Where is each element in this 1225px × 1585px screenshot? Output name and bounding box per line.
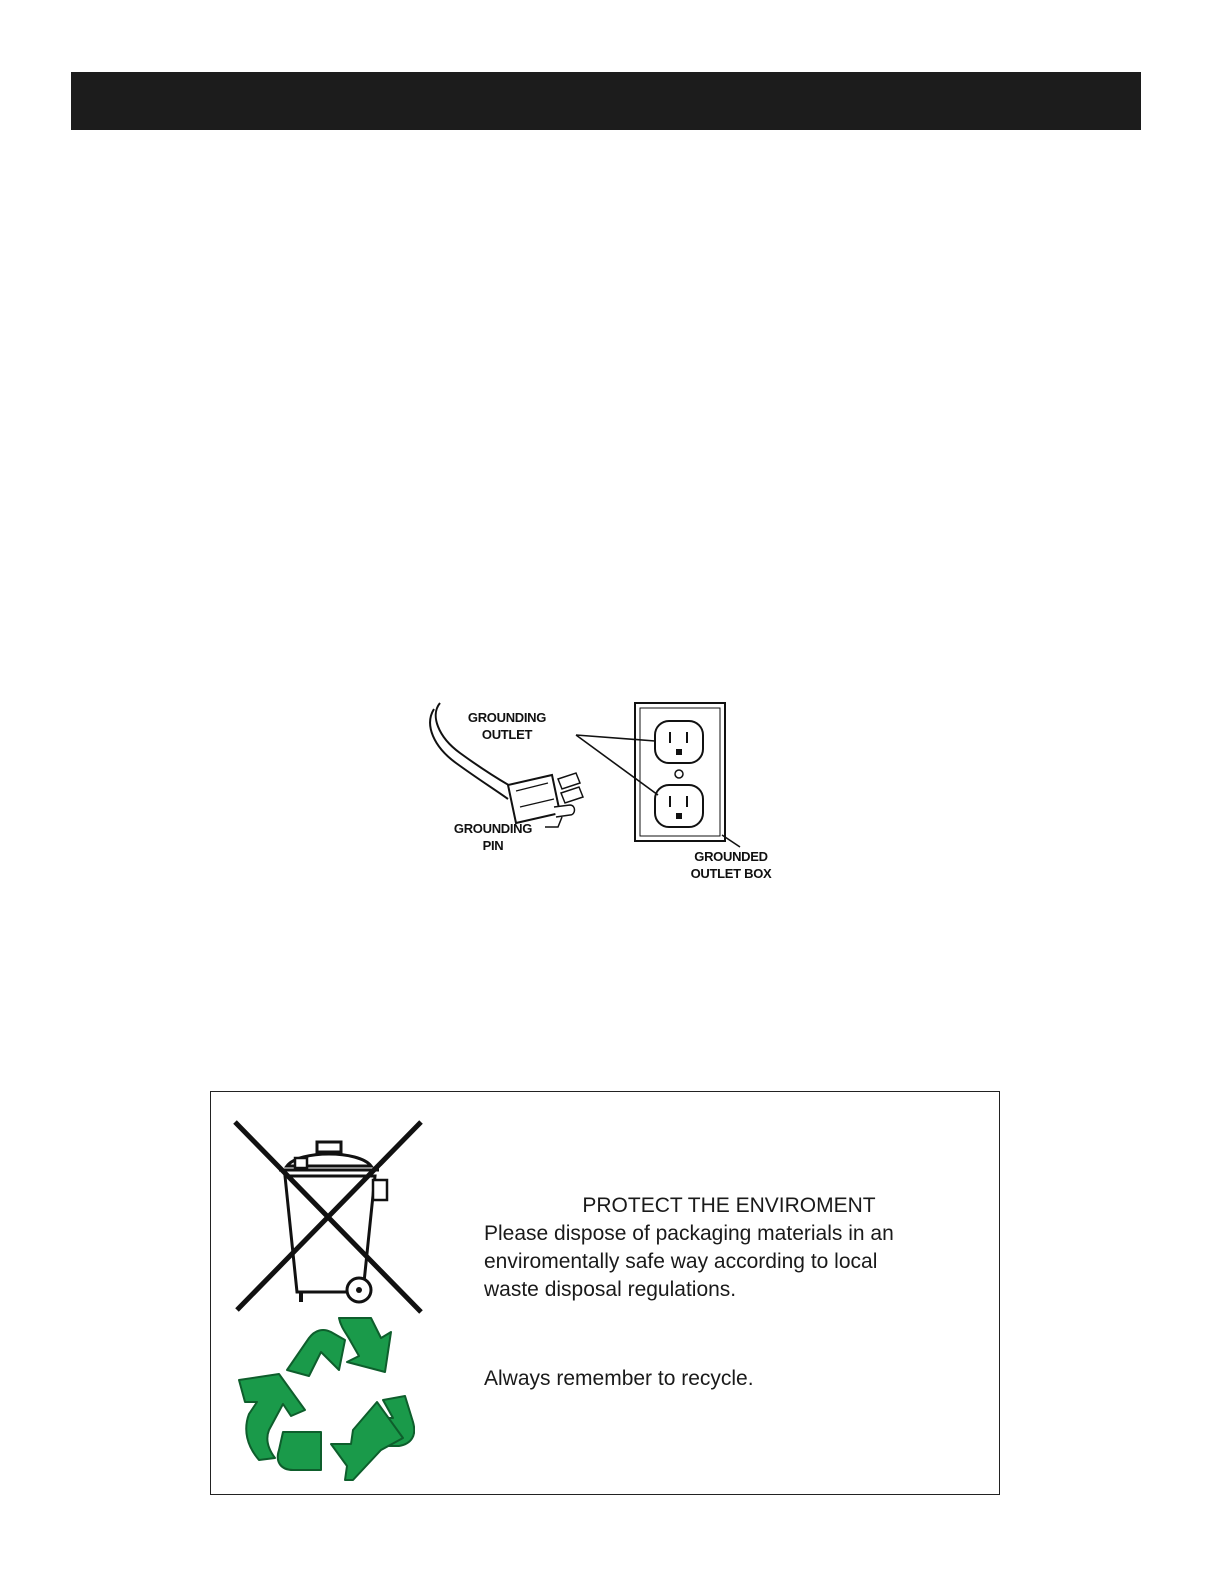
grounded-outlet-box-label <box>676 848 786 882</box>
grounding-outlet-label <box>462 709 552 743</box>
grounded-outlet-box-label-line1: GROUNDED <box>694 849 768 864</box>
recycle-icon <box>235 1310 415 1488</box>
grounding-pin-label-line2: PIN <box>482 838 504 853</box>
environment-body-line: waste disposal regulations. <box>484 1278 737 1301</box>
grounded-outlet-box-label-line2: OUTLET BOX <box>690 866 772 881</box>
grounding-outlet-label-line2: OUTLET <box>481 727 533 742</box>
grounding-pin-label-line1: GROUNDING <box>453 821 533 836</box>
environment-heading: PROTECT THE ENVIROMENT <box>582 1194 876 1217</box>
environment-body-line: Please dispose of packaging materials in an <box>484 1222 894 1245</box>
grounding-outlet-label-line1: GROUNDING <box>467 710 547 725</box>
recycle-reminder: Always remember to recycle. <box>484 1367 754 1390</box>
crossed-out-wheelie-bin-icon <box>229 1114 429 1314</box>
grounding-diagram <box>420 695 800 895</box>
header-bar <box>71 72 1141 130</box>
grounding-pin-label <box>438 820 548 854</box>
environment-body <box>484 1220 984 1304</box>
environment-body-line: enviromentally safe way according to local <box>484 1250 878 1273</box>
environment-notice-box <box>210 1091 1000 1495</box>
